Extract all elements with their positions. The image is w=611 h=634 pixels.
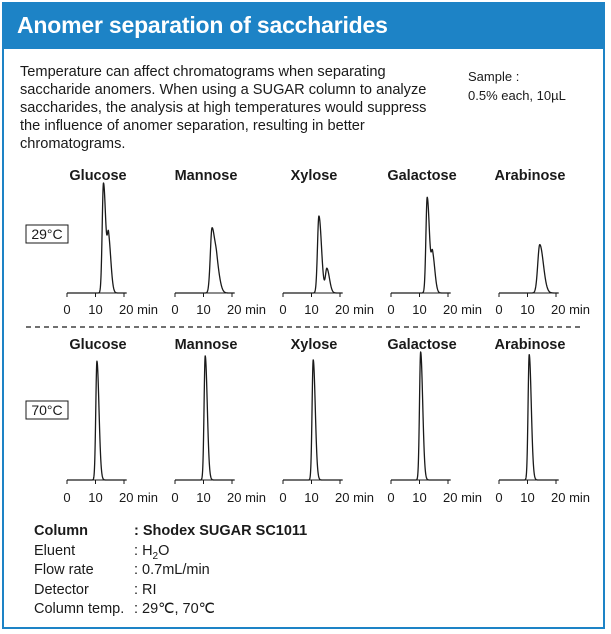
temperature-label: 70°C bbox=[31, 402, 63, 418]
spec-row-eluent bbox=[34, 542, 307, 562]
spec-row-flow bbox=[34, 561, 307, 581]
x-tick-label: 0 bbox=[495, 302, 503, 317]
spec-label-temp: Column temp. bbox=[34, 601, 125, 617]
spec-row-temp bbox=[34, 600, 307, 620]
description-text: Temperature can affect chromatograms when separating saccharide anomers. When using a SUGAR column to analyze saccharides, the analysis at high temperatures would suppress the influence of anomer separation, resulting in better chromatograms. bbox=[20, 64, 427, 152]
x-tick-label: 20 min bbox=[443, 490, 483, 505]
x-tick-label: 20 min bbox=[551, 302, 591, 317]
x-tick-label: 10 bbox=[412, 490, 427, 505]
chromatogram-trace-xylose bbox=[283, 360, 343, 480]
x-tick-label: 10 bbox=[304, 490, 319, 505]
spec-value-eluent-sep: : bbox=[134, 542, 143, 559]
x-tick-label: 20 min bbox=[227, 302, 267, 317]
chromatogram-trace-galactose bbox=[391, 352, 451, 480]
x-tick-label: 10 bbox=[412, 302, 427, 317]
x-tick-label: 20 min bbox=[119, 490, 159, 505]
compound-name-xylose: Xylose bbox=[290, 337, 338, 353]
spec-label-flow: Flow rate bbox=[34, 562, 94, 578]
chromatogram-trace-mannose bbox=[175, 356, 235, 480]
sample-label: Sample : bbox=[468, 69, 520, 84]
spec-value-detector: : RI bbox=[134, 581, 157, 598]
x-tick-label: 10 bbox=[88, 302, 103, 317]
chromatogram-trace-arabinose bbox=[499, 245, 559, 293]
x-tick-label: 0 bbox=[171, 490, 179, 505]
x-tick-label: 20 min bbox=[551, 490, 591, 505]
spec-label-detector: Detector bbox=[34, 581, 89, 598]
x-tick-label: 10 bbox=[520, 302, 535, 317]
x-tick-label: 0 bbox=[171, 302, 179, 317]
x-tick-label: 0 bbox=[495, 490, 503, 505]
x-tick-label: 20 min bbox=[119, 302, 159, 317]
spec-row-detector bbox=[34, 581, 307, 601]
chromatogram-trace-glucose bbox=[67, 361, 127, 480]
compound-name-galactose: Galactose bbox=[387, 168, 457, 184]
x-tick-label: 20 min bbox=[227, 490, 267, 505]
chromatogram-trace-arabinose bbox=[499, 355, 559, 480]
x-tick-label: 10 bbox=[196, 490, 211, 505]
spec-label-eluent: Eluent bbox=[34, 542, 76, 559]
compound-name-arabinose: Arabinose bbox=[494, 168, 566, 184]
x-tick-label: 0 bbox=[63, 302, 71, 317]
chromatogram-trace-glucose bbox=[67, 183, 127, 293]
x-tick-label: 10 bbox=[196, 302, 211, 317]
x-tick-label: 0 bbox=[63, 490, 71, 505]
temperature-label: 29°C bbox=[31, 226, 63, 242]
x-tick-label: 10 bbox=[304, 302, 319, 317]
spec-row-column bbox=[34, 522, 307, 542]
x-tick-label: 10 bbox=[88, 490, 103, 505]
compound-name-xylose: Xylose bbox=[290, 168, 338, 184]
page-title: Anomer separation of saccharides bbox=[17, 12, 388, 38]
x-tick-label: 10 bbox=[520, 490, 535, 505]
spec-value-eluent-2: O bbox=[158, 542, 170, 559]
x-tick-label: 20 min bbox=[443, 302, 483, 317]
chromatogram-trace-xylose bbox=[283, 216, 343, 293]
conditions-table bbox=[34, 522, 307, 620]
compound-name-galactose: Galactose bbox=[387, 337, 457, 353]
x-tick-label: 0 bbox=[387, 490, 395, 505]
compound-name-mannose: Mannose bbox=[174, 168, 238, 184]
x-tick-label: 0 bbox=[387, 302, 395, 317]
spec-value-eluent: H bbox=[142, 542, 153, 559]
spec-value-column: : Shodex SUGAR SC1011 bbox=[134, 523, 308, 539]
chromatogram-trace-mannose bbox=[175, 228, 235, 293]
compound-name-glucose: Glucose bbox=[69, 168, 127, 184]
x-tick-label: 20 min bbox=[335, 490, 375, 505]
spec-label-column: Column bbox=[34, 523, 88, 539]
compound-name-mannose: Mannose bbox=[174, 337, 238, 353]
spec-value-eluent-sub: 2 bbox=[152, 550, 159, 562]
chromatogram-trace-galactose bbox=[391, 197, 451, 293]
compound-name-glucose: Glucose bbox=[69, 337, 127, 353]
x-tick-label: 0 bbox=[279, 490, 287, 505]
sample-value: 0.5% each, 10µL bbox=[468, 88, 566, 103]
x-tick-label: 0 bbox=[279, 302, 287, 317]
x-tick-label: 20 min bbox=[335, 302, 375, 317]
compound-name-arabinose: Arabinose bbox=[494, 337, 566, 353]
spec-value-flow: : 0.7mL/min bbox=[134, 562, 210, 578]
spec-value-temp: : 29℃, 70℃ bbox=[134, 601, 215, 617]
